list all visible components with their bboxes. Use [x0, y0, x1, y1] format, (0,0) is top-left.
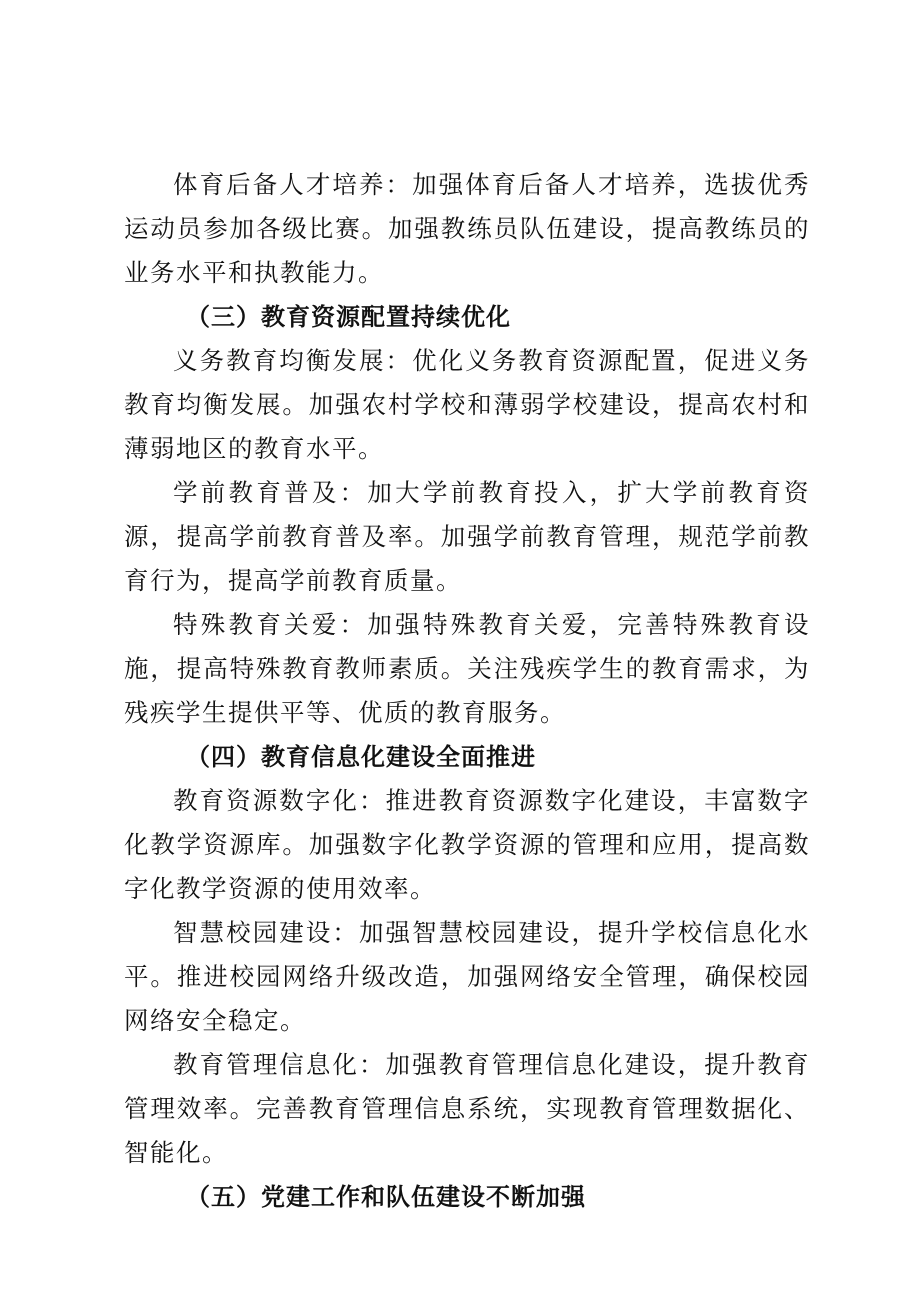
document-body	[124, 163, 810, 1219]
paragraph-special-education: 特殊教育关爱：加强特殊教育关爱，完善特殊教育设施，提高特殊教育教师素质。关注残疾学生的教育需求，为残疾学生提供平等、优质的教育服务。	[124, 610, 810, 727]
paragraph-preschool-education: 学前教育普及：加大学前教育投入，扩大学前教育资源，提高学前教育普及率。加强学前教育管理，规范学前教育行为，提高学前教育质量。	[124, 478, 810, 595]
paragraph-compulsory-education: 义务教育均衡发展：优化义务教育资源配置，促进义务教育均衡发展。加强农村学校和薄弱学校建设，提高农村和薄弱地区的教育水平。	[124, 346, 810, 463]
paragraph-management-informatization: 教育管理信息化：加强教育管理信息化建设，提升教育管理效率。完善教育管理信息系统，实现教育管理数据化、智能化。	[124, 1050, 810, 1167]
section-heading-3: （三）教育资源配置持续优化	[186, 303, 511, 331]
section-heading-4: （四）教育信息化建设全面推进	[186, 743, 536, 771]
paragraph-resource-digitization: 教育资源数字化：推进教育资源数字化建设，丰富数字化教学资源库。加强数字化教学资源的管理和应用，提高数字化教学资源的使用效率。	[124, 786, 810, 903]
paragraph-smart-campus: 智慧校园建设：加强智慧校园建设，提升学校信息化水平。推进校园网络升级改造，加强网络安全管理，确保校园网络安全稳定。	[124, 918, 810, 1035]
paragraph-sports-talent: 体育后备人才培养：加强体育后备人才培养，选拔优秀运动员参加各级比赛。加强教练员队伍建设，提高教练员的业务水平和执教能力。	[124, 170, 810, 287]
section-heading-5: （五）党建工作和队伍建设不断加强	[186, 1183, 586, 1211]
